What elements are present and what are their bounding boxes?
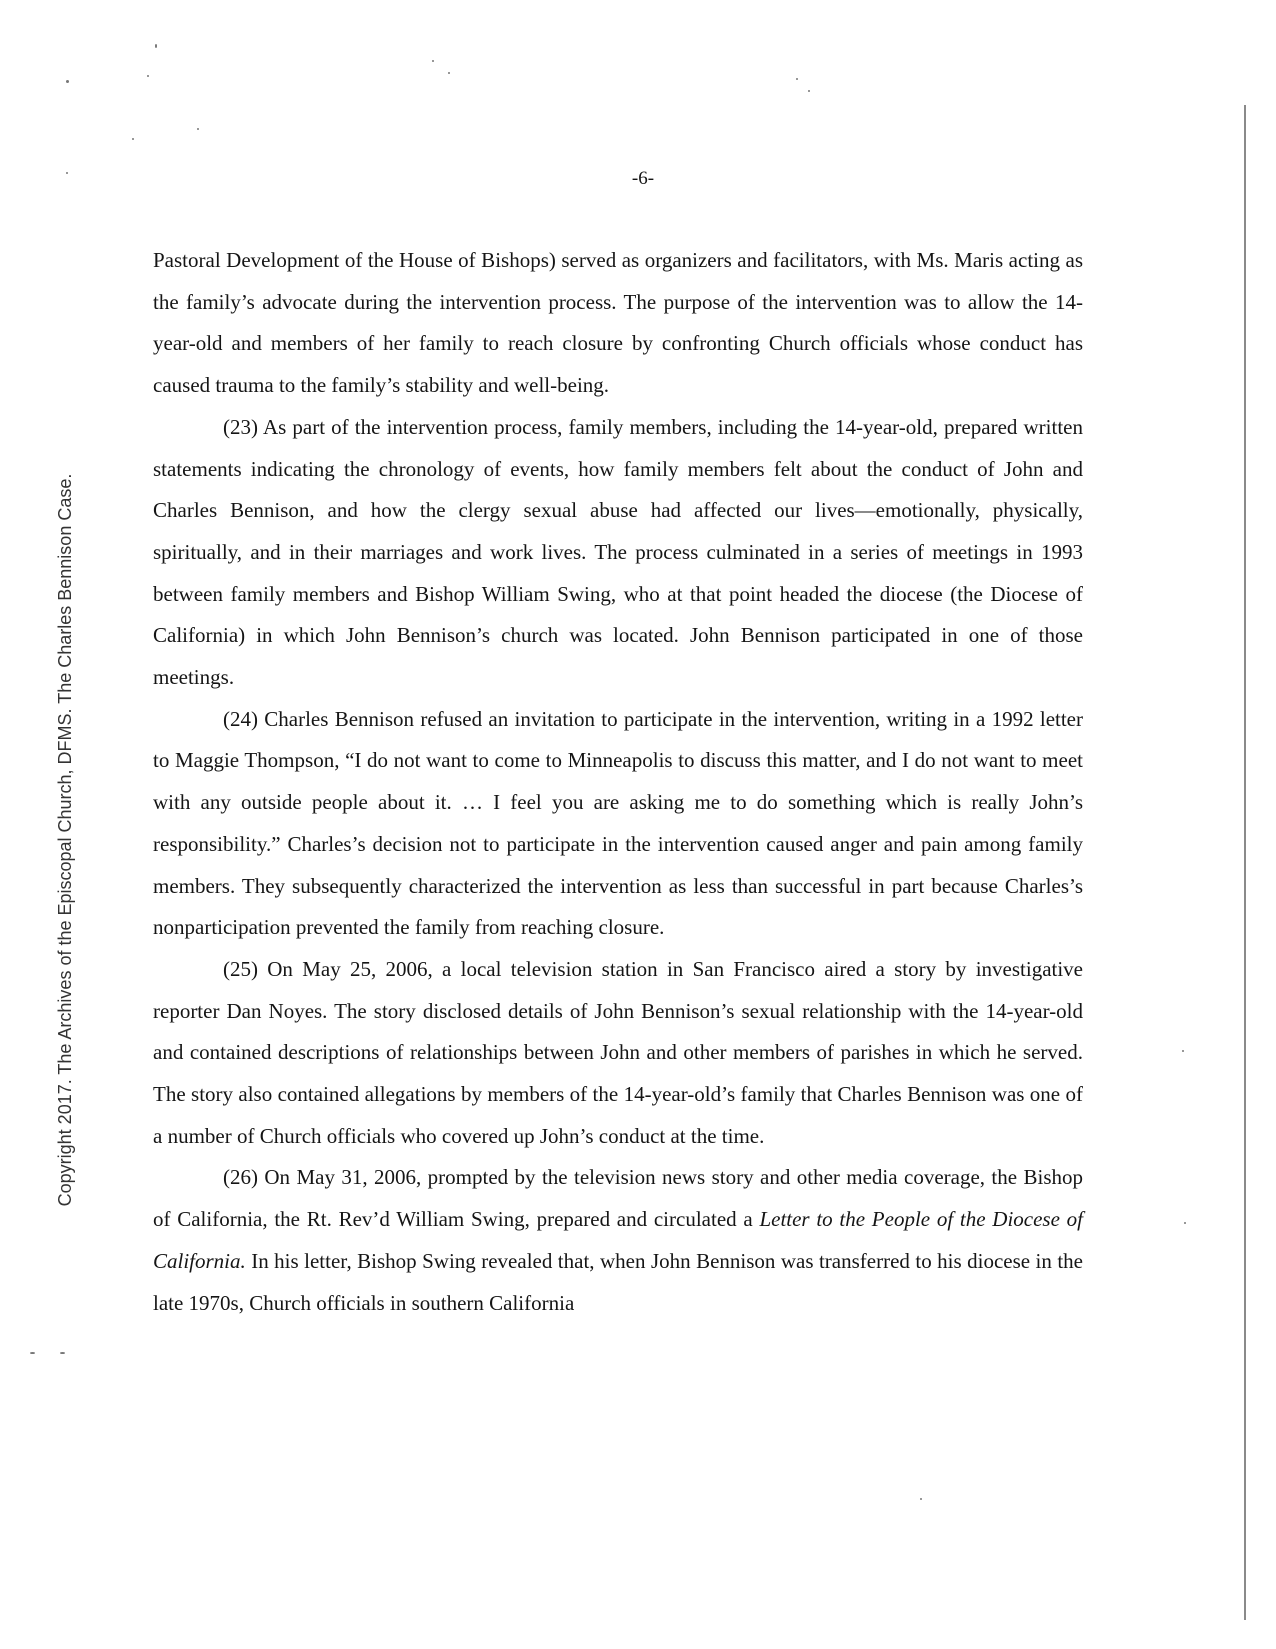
scan-speck (920, 1498, 922, 1500)
scan-speck (808, 90, 810, 92)
scan-speck (66, 172, 68, 174)
paragraph (153, 407, 1083, 699)
paragraph-text: (24) Charles Bennison refused an invitation to participate in the intervention, writing in a 1992 letter to Maggie Thompson, “I do not want to come to Minneapolis to discuss this matter, and I do not want to meet with any outside people about it. … I feel you are asking me to do something which is really John’s responsibility.” Charles’s decision not to participate in the intervention caused anger and pain among family members. They subsequently characterized the intervention as less than successful in part because Charles’s nonparticipation prevented the family from reaching closure. (153, 706, 1083, 940)
scan-speck (155, 44, 157, 48)
paragraph (153, 949, 1083, 1158)
scan-speck (1182, 1050, 1184, 1052)
scan-speck (60, 1352, 65, 1354)
scan-speck (448, 72, 450, 74)
paragraph-text: (26) On May 31, 2006, prompted by the television news story and other media coverage, the Bishop of California, the Rt. Rev’d William Swing, prepared and circulated a (153, 1165, 1083, 1232)
scan-speck (30, 1352, 35, 1354)
paragraph (153, 1157, 1083, 1324)
scan-speck (1184, 1222, 1186, 1224)
document-body (153, 240, 1083, 1324)
paragraph-text: Pastoral Development of the House of Bishops) served as organizers and facilitators, with Ms. Maris acting as the family’s advocate during the intervention process. The purpose of the intervention was to allow the 14-year-old and members of her family to reach closure by confronting Church officials whose conduct has caused trauma to the family’s stability and well-being. (153, 248, 1083, 398)
paragraph-text: In his letter, Bishop Swing revealed that, when John Bennison was transferred to his diocese in the late 1970s, Church officials in southern California (153, 1248, 1083, 1315)
paragraph-text: (25) On May 25, 2006, a local television station in San Francisco aired a story by investigative reporter Dan Noyes. The story disclosed details of John Bennison’s sexual relationship with the 14-year-old and contained descriptions of relationships between John and other members of parishes in which he served. The story also contained allegations by members of the 14-year-old’s family that Charles Bennison was one of a number of Church officials who covered up John’s conduct at the time. (153, 956, 1083, 1148)
scan-speck (432, 60, 434, 62)
scan-speck (796, 78, 798, 80)
page-number: -6- (631, 168, 655, 189)
paragraph (153, 240, 1083, 407)
scan-speck (66, 80, 69, 83)
scan-speck (197, 128, 199, 130)
paragraph (153, 699, 1083, 949)
scan-speck (132, 138, 134, 140)
scan-speck (147, 75, 149, 77)
italic-title: Letter to the People of the Diocese of California. (153, 1207, 1083, 1273)
paragraph-text: (23) As part of the intervention process, family members, including the 14-year-old, prepared written statements indicating the chronology of events, how family members felt about the conduct of John and Charles Bennison, and how the clergy sexual abuse had affected our lives—emotionally, physically, spiritually, and in their marriages and work lives. The process culminated in a series of meetings in 1993 between family members and Bishop William Swing, who at that point headed the diocese (the Diocese of California) in which John Bennison’s church was located. John Bennison participated in one of those meetings. (153, 414, 1083, 690)
copyright-sidebar: Copyright 2017. The Archives of the Episcopal Church, DFMS. The Charles Bennison Case. (55, 473, 75, 1207)
scan-edge-line (1244, 105, 1246, 1620)
